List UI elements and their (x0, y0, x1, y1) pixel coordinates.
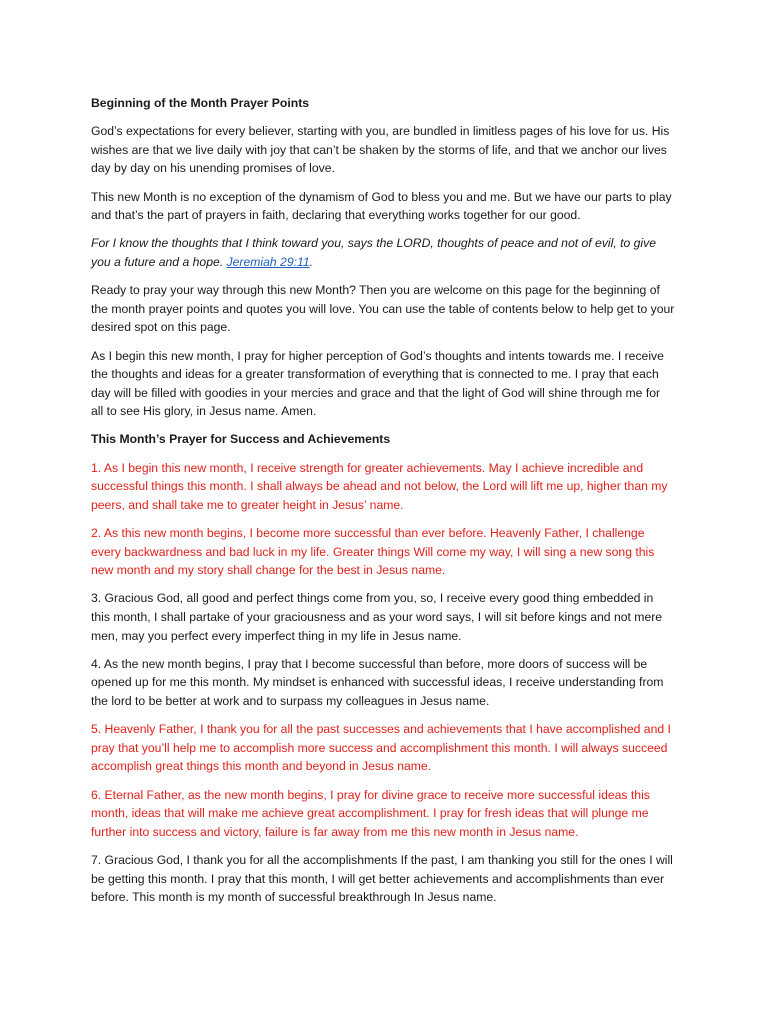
document-title: Beginning of the Month Prayer Points (91, 96, 310, 110)
scripture-reference-link[interactable]: Jeremiah 29:11 (226, 254, 310, 269)
section-heading: This Month’s Prayer for Success and Achievements (91, 432, 391, 447)
prayer-point-6: 6. Eternal Father, as the new month begins, I pray for divine grace to receive more successful ideas this month, ideas that will make me achieve great accomplishment. I pray for fresh ideas that will plunge me further into success and victory, failure is far away from me this new month in Jesus name. (91, 787, 650, 839)
prayer-point-2: 2. As this new month begins, I become more successful than ever before. Heavenly Father, I challenge every backwardness and bad luck in my life. Greater things Will come my way, I will sing a new song this new month and my story shall change for the best in Jesus name. (91, 526, 655, 578)
document-page (91, 94, 675, 916)
prayer-point-4: 4. As the new month begins, I pray that I become successful than before, more doors of success will be opened up for me this month. My mindset is enhanced with successful ideas, I receive understanding from the lord to be better at work and to surpass my colleagues in Jesus name. (91, 656, 664, 708)
intro-paragraph-3: Ready to pray your way through this new Month? Then you are welcome on this page for the beginning of the month prayer points and quotes you will love. You can use the table of contents below to help get to your desired spot on this page. (91, 283, 675, 335)
prayer-point-5: 5. Heavenly Father, I thank you for all the past successes and achievements that I have accomplished and I pray that you’ll help me to accomplish more success and accomplishment this month. I will always succeed accomplish great things this month and beyond in Jesus name. (91, 722, 671, 774)
quote-text: For I know the thoughts that I think toward you, says the LORD, thoughts of peace and not of evil, to give you a future and a hope. (91, 236, 657, 269)
prayer-point-1: 1. As I begin this new month, I receive strength for greater achievements. May I achieve incredible and successful things this month. I shall always be ahead and not below, the Lord will lift me up, higher than my peers, and shall take me to greater height in Jesus’ name. (91, 460, 668, 512)
intro-paragraph-4: As I begin this new month, I pray for higher perception of God’s thoughts and intents towards me. I receive the thoughts and ideas for a greater transformation of everything that is connected to me. I pray that each day will be filled with goodies in your mercies and grace and that the light of God will shine through me for all to see His glory, in Jesus name. Amen. (91, 348, 664, 419)
intro-paragraph-2: This new Month is no exception of the dynamism of God to bless you and me. But we have our parts to play and that’s the part of prayers in faith, declaring that everything works together for our good. (91, 189, 672, 223)
quote-end: . (309, 254, 314, 269)
prayer-point-7: 7. Gracious God, I thank you for all the accomplishments If the past, I am thanking you still for the ones I will be getting this month. I pray that this month, I will get better achievements and accomplishments than ever before. This month is my month of successful breakthrough In Jesus name. (91, 852, 673, 905)
intro-paragraph-1: God’s expectations for every believer, starting with you, are bundled in limitless pages of his love for us. His wishes are that we live daily with joy that can’t be shaken by the storms of life, and that we anchor our lives day by day on his unending promises of love. (91, 124, 670, 176)
scripture-quote (91, 234, 675, 271)
prayer-point-3: 3. Gracious God, all good and perfect things come from you, so, I receive every good thing embedded in this month, I shall partake of your graciousness and as your word says, I will sit before kings and not mere men, may you perfect every imperfect thing in my life in Jesus name. (91, 591, 663, 643)
